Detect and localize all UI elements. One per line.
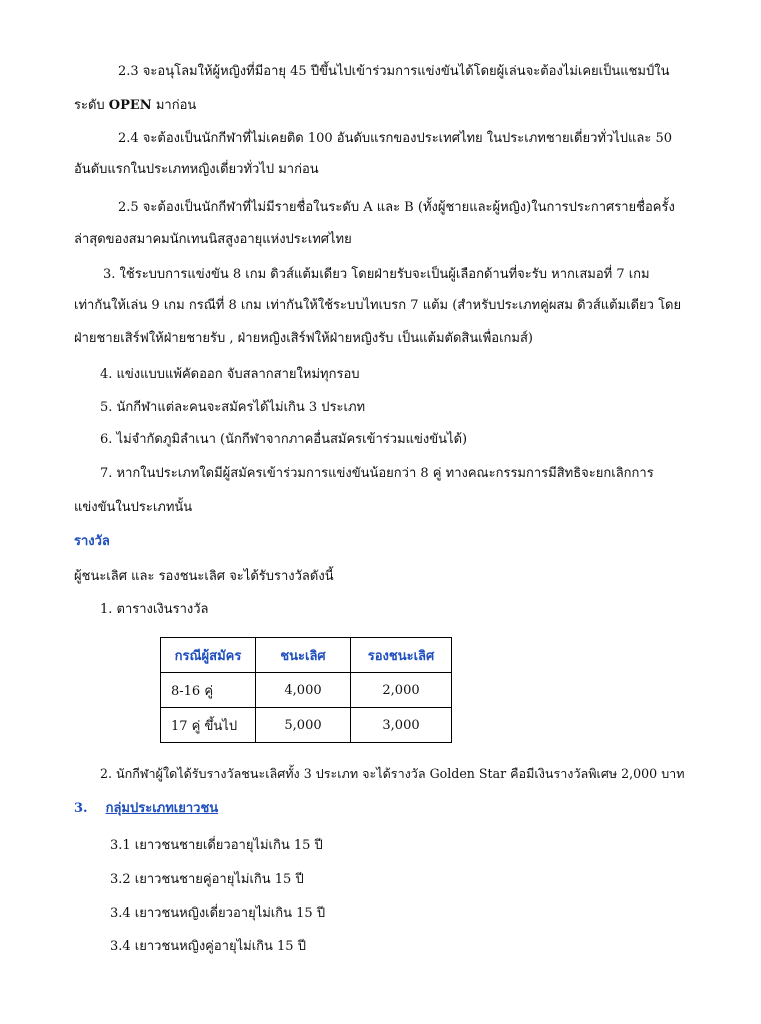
rule-5: 5. นักกีฬาแต่ละคนจะสมัครได้ไม่เกิน 3 ประเภท: [100, 400, 366, 415]
table-cell: 8-16 คู่: [161, 673, 256, 708]
rule-2-4-line2: อันดับแรกในประเภทหญิงเดี่ยวทั่วไป มาก่อน: [74, 162, 319, 177]
open-keyword: OPEN: [108, 98, 152, 113]
rule-2-5-line1: 2.5 จะต้องเป็นนักกีฬาที่ไม่มีรายชื่อในระดับ A และ B (ทั้งผู้ชายและผู้หญิง)ในการประกาศรายชื่อครั้ง: [118, 200, 675, 215]
table-cell: 17 คู่ ขึ้นไป: [161, 708, 256, 743]
rule-7-line2: แข่งขันในประเภทนั้น: [74, 500, 193, 515]
table-cell: 5,000: [256, 708, 351, 743]
table-row: [161, 673, 452, 708]
text-fragment: มาก่อน: [151, 98, 197, 113]
prize-item-1: 1. ตารางเงินรางวัล: [100, 602, 209, 617]
table-cell: 2,000: [351, 673, 452, 708]
rule-3-line3: ฝ่ายชายเสิร์ฟให้ฝ่ายชายรับ , ฝ่ายหญิงเสิร์ฟให้ฝ่ายหญิงรับ เป็นแต้มตัดสินเพื่อเกมส์): [74, 331, 533, 346]
youth-item: 3.2 เยาวชนชายคู่อายุไม่เกิน 15 ปี: [110, 872, 304, 887]
rule-2-5-line2: ล่าสุดของสมาคมนักเทนนิสสูงอายุแห่งประเทศไทย: [74, 232, 352, 247]
table-cell: 3,000: [351, 708, 452, 743]
youth-item: 3.4 เยาวชนหญิงคู่อายุไม่เกิน 15 ปี: [110, 939, 306, 954]
prize-item-2: 2. นักกีฬาผู้ใดได้รับรางวัลชนะเลิศทั้ง 3 ประเภท จะได้รางวัล Golden Star คือมีเงินรางวัลพิเศษ 2,000 บาท: [100, 766, 685, 781]
rule-6: 6. ไม่จำกัดภูมิลำเนา (นักกีฬาจากภาคอื่นสมัครเข้าร่วมแข่งขันได้): [100, 432, 468, 447]
table-row: [161, 708, 452, 743]
youth-item: 3.4 เยาวชนหญิงเดี่ยวอายุไม่เกิน 15 ปี: [110, 906, 326, 921]
prize-table: [160, 637, 452, 743]
table-header-row: [161, 638, 452, 673]
rule-3-line1: 3. ใช้ระบบการแข่งขัน 8 เกม ดิวส์แต้มเดียว โดยฝ่ายรับจะเป็นผู้เลือกด้านที่จะรับ หากเสมอที่ 7 เกม: [103, 267, 650, 282]
text-fragment: ระดับ: [74, 98, 109, 113]
table-header: ชนะเลิศ: [256, 638, 351, 673]
rule-3-line2: เท่ากันให้เล่น 9 เกม กรณีที่ 8 เกม เท่ากันให้ใช้ระบบไทเบรก 7 แต้ม (สำหรับประเภทคู่ผสม ดิวส์แต้มเดียว โดย: [74, 298, 682, 313]
rule-4: 4. แข่งแบบแพ้คัดออก จับสลากสายใหม่ทุกรอบ: [100, 367, 360, 382]
section-3-heading: [74, 800, 218, 818]
prize-intro: ผู้ชนะเลิศ และ รองชนะเลิศ จะได้รับรางวัลดังนี้: [74, 569, 334, 584]
table-header: รองชนะเลิศ: [351, 638, 452, 673]
rule-7-line1: 7. หากในประเภทใดมีผู้สมัครเข้าร่วมการแข่งขันน้อยกว่า 8 คู่ ทางคณะกรรมการมีสิทธิจะยกเลิกการ: [100, 466, 654, 481]
section-3-title: กลุ่มประเภทเยาวชน: [105, 801, 219, 816]
rule-2-4-line1: 2.4 จะต้องเป็นนักกีฬาที่ไม่เคยติด 100 อันดับแรกของประเทศไทย ในประเภทชายเดี่ยวทั่วไปและ 50: [118, 131, 673, 146]
prize-heading: รางวัล: [74, 534, 110, 549]
table-header: กรณีผู้สมัคร: [161, 638, 256, 673]
section-3-number: 3.: [74, 801, 88, 816]
youth-item: 3.1 เยาวชนชายเดี่ยวอายุไม่เกิน 15 ปี: [110, 838, 323, 853]
table-cell: 4,000: [256, 673, 351, 708]
rule-2-3-line1: 2.3 จะอนุโลมให้ผู้หญิงที่มีอายุ 45 ปีขึ้นไปเข้าร่วมการแข่งขันได้โดยผู้เล่นจะต้องไม่เคยเป็นแชมป์ใน: [118, 64, 670, 79]
rule-2-3-line2: [74, 97, 196, 115]
